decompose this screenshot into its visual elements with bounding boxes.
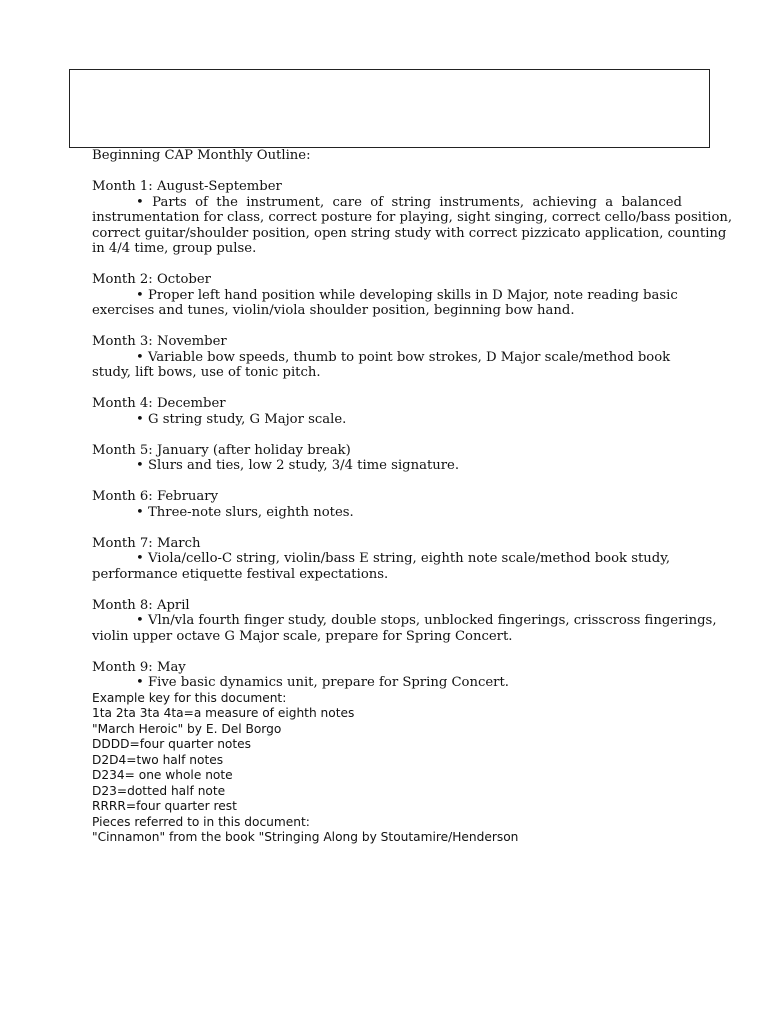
key-section	[92, 691, 682, 846]
month-heading: Month 3: November	[92, 334, 227, 349]
header-box	[69, 69, 710, 148]
month-2	[92, 272, 682, 319]
month-1	[92, 179, 733, 257]
month-heading: Month 6: February	[92, 489, 219, 504]
key-line: "March Heroic" by E. Del Borgo	[92, 721, 282, 736]
key-line: D2D4=two half notes	[92, 752, 224, 767]
month-bullet	[92, 194, 733, 257]
bullet-text: • Five basic dynamics unit, prepare for Spring Concert.	[136, 675, 509, 690]
bullet-text: • Vln/vla fourth finger study, double stops, unblocked fingerings, crisscross fingerings,	[136, 613, 717, 628]
bullet-text: • Slurs and ties, low 2 study, 3/4 time signature.	[136, 458, 460, 473]
month-9	[92, 660, 682, 691]
month-heading: Month 5: January (after holiday break)	[92, 442, 351, 458]
bullet-continuation: instrumentation for class, correct posture for playing, sight singing, correct cello/bass position,	[92, 210, 733, 225]
month-heading: Month 8: April	[92, 597, 190, 613]
month-3	[92, 334, 682, 381]
bullet-text: • Proper left hand position while developing skills in D Major, note reading basic	[136, 287, 678, 303]
document-title: Beginning CAP Monthly Outline:	[92, 148, 311, 163]
key-line: D23=dotted half note	[92, 783, 226, 798]
key-heading: Example key for this document:	[92, 690, 287, 705]
month-heading: Month 1: August-September	[92, 179, 282, 194]
key-line: RRRR=four quarter rest	[92, 799, 237, 813]
bullet-text: • Three-note slurs, eighth notes.	[136, 504, 354, 520]
month-heading: Month 2: October	[92, 272, 211, 287]
key-line: DDDD=four quarter notes	[92, 737, 252, 751]
month-4	[92, 396, 682, 427]
pieces-heading: Pieces referred to in this document:	[92, 814, 310, 829]
bullet-text: • Variable bow speeds, thumb to point bow strokes, D Major scale/method book	[136, 349, 671, 365]
key-line: 1ta 2ta 3ta 4ta=a measure of eighth notes	[92, 706, 355, 720]
bullet-continuation: correct guitar/shoulder position, open string study with correct pizzicato application, counting	[92, 225, 727, 241]
bullet-continuation: exercises and tunes, violin/viola shoulder position, beginning bow hand.	[92, 303, 575, 318]
bullet-continuation: violin upper octave G Major scale, prepare for Spring Concert.	[92, 628, 513, 644]
month-heading: Month 7: March	[92, 535, 201, 551]
pieces-line: "Cinnamon" from the book "Stringing Along by Stoutamire/Henderson	[92, 830, 519, 844]
month-heading: Month 4: December	[92, 396, 226, 411]
bullet-text: • Viola/cello-C string, violin/bass E string, eighth note scale/method book study,	[136, 551, 671, 566]
bullet-text: • G string study, G Major scale.	[136, 411, 347, 427]
month-8	[92, 597, 717, 645]
bullet-continuation: in 4/4 time, group pulse.	[92, 241, 257, 256]
month-5	[92, 443, 682, 474]
document-body	[92, 148, 733, 846]
month-heading: Month 9: May	[92, 659, 186, 675]
month-6	[92, 489, 682, 520]
key-line: D234= one whole note	[92, 768, 233, 782]
month-7	[92, 536, 682, 583]
bullet-continuation: performance etiquette festival expectations.	[92, 566, 389, 582]
bullet-text: • Parts of the instrument, care of string instruments, achieving a balanced	[136, 194, 682, 210]
bullet-continuation: study, lift bows, use of tonic pitch.	[92, 365, 321, 380]
